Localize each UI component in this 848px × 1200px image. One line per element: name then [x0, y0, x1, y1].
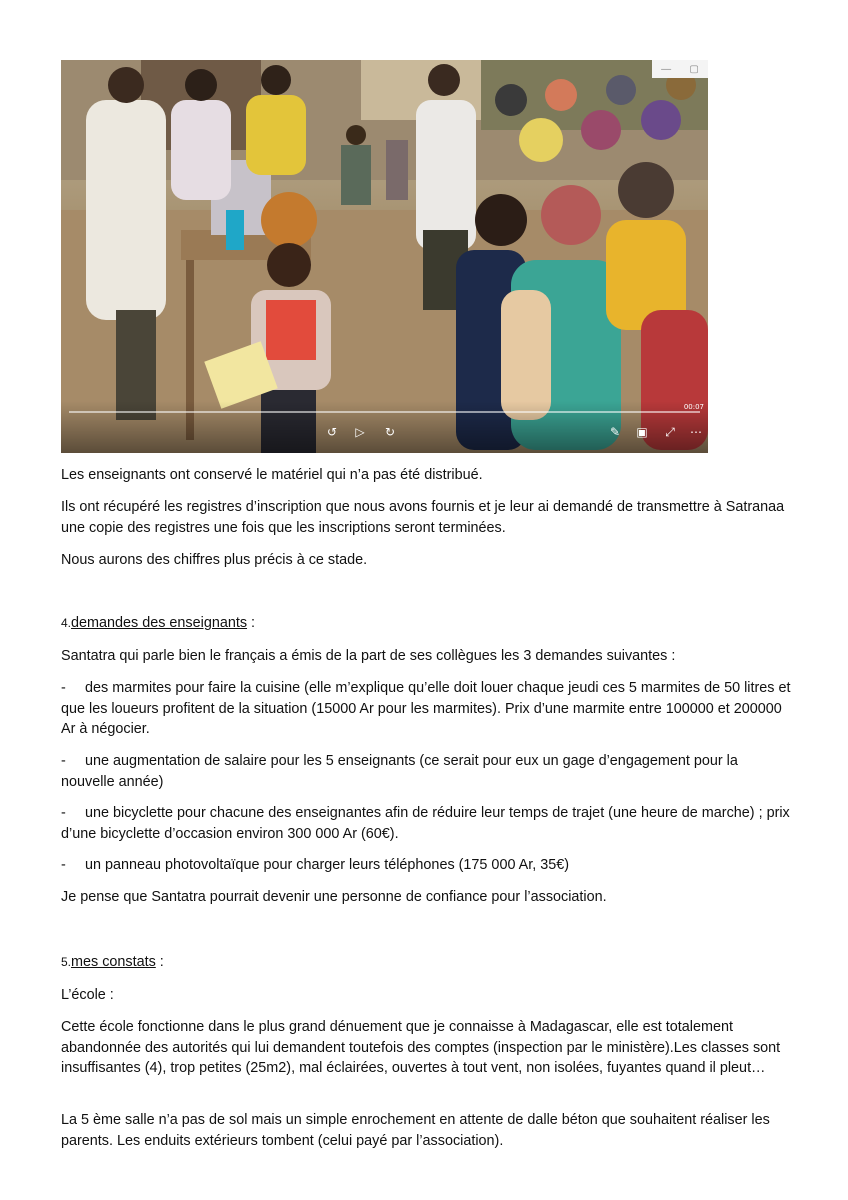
paragraph-figures: Nous aurons des chiffres plus précis à ce stade. [61, 552, 368, 568]
maximize-icon[interactable]: ▢ [689, 63, 699, 75]
forward-30-icon[interactable]: ↻ [384, 425, 396, 439]
edit-icon[interactable]: ✎ [609, 425, 621, 439]
section-number: 4. [61, 616, 72, 630]
list-item-text: des marmites pour faire la cuisine (elle m’explique qu’elle doit louer chaque jeudi ces 5 marmites de 50 litres et que les loueurs profitent de la situation (15000 Ar pour les marmites). Prix d’une marmite entre 100000 et 200000 Ar à négocier. [61, 680, 791, 737]
minimize-icon[interactable]: — [661, 63, 672, 75]
section-5-paragraph-school: Cette école fonctionne dans le plus grand dénuement que je connaisse à Madagascar, elle est totalement abandonnée des autorités qui lui demandent toutefois des comptes (inspection par le ministère).Les classes sont insuffisantes (4), trop petites (25m2), mal éclairées, ouvertes à tout vent, non isolées, fuyantes quand il pleut… [61, 1019, 781, 1076]
list-item-text: une bicyclette pour chacune des enseignantes afin de réduire leur temps de trajet (une heure de marche) ; prix d’une bicyclette d’occasion environ 300 000 Ar (60€). [61, 805, 790, 842]
list-item [61, 855, 791, 876]
event-photo [61, 60, 708, 453]
bullet-dash-icon: - [61, 805, 66, 821]
section-title: mes constats [71, 954, 156, 970]
list-item [61, 678, 791, 740]
bullet-dash-icon: - [61, 857, 66, 873]
bullet-dash-icon: - [61, 753, 66, 769]
window-controls [652, 60, 708, 78]
fullscreen-icon[interactable]: ⤢ [665, 425, 675, 439]
section-5-subheading: L’école : [61, 987, 114, 1003]
paragraph-registers: Ils ont récupéré les registres d’inscription que nous avons fournis et je leur ai demandé de transmettre à Satranaa une copie des registres une fois que les inscriptions seront terminées. [61, 499, 785, 536]
rewind-10-icon[interactable]: ↺ [326, 425, 338, 439]
video-player-controls [61, 401, 708, 453]
photo-scene [61, 60, 708, 453]
section-5-heading [61, 952, 791, 973]
video-timeline[interactable] [69, 411, 700, 413]
list-item [61, 803, 791, 844]
section-number: 5. [61, 955, 72, 969]
video-time: 00:07 [683, 403, 704, 411]
list-item-text: une augmentation de salaire pour les 5 enseignants (ce serait pour eux un gage d’engagement pour la nouvelle année) [61, 753, 738, 790]
section-title: demandes des enseignants [71, 615, 248, 631]
list-item-text: un panneau photovoltaïque pour charger leurs téléphones (175 000 Ar, 35€) [85, 857, 570, 873]
more-options-icon[interactable]: ⋯ [690, 425, 702, 439]
paragraph-material: Les enseignants ont conservé le matériel qui n’a pas été distribué. [61, 467, 483, 483]
section-5-paragraph-room: La 5 ème salle n’a pas de sol mais un simple enrochement en attente de dalle béton que souhaitent réaliser les parents. Les enduits extérieurs tombent (celui payé par l’association). [61, 1112, 770, 1149]
section-suffix: : [155, 954, 164, 970]
section-4-intro: Santatra qui parle bien le français a émis de la part de ses collègues les 3 demandes suivantes : [61, 648, 676, 664]
section-suffix: : [247, 615, 256, 631]
section-4-closing: Je pense que Santatra pourrait devenir une personne de confiance pour l’association. [61, 889, 607, 905]
play-icon[interactable]: ▷ [355, 425, 365, 439]
list-item [61, 751, 791, 792]
bullet-dash-icon: - [61, 680, 66, 696]
picture-in-picture-icon[interactable]: ▣ [636, 425, 648, 439]
section-4-heading [61, 613, 791, 634]
